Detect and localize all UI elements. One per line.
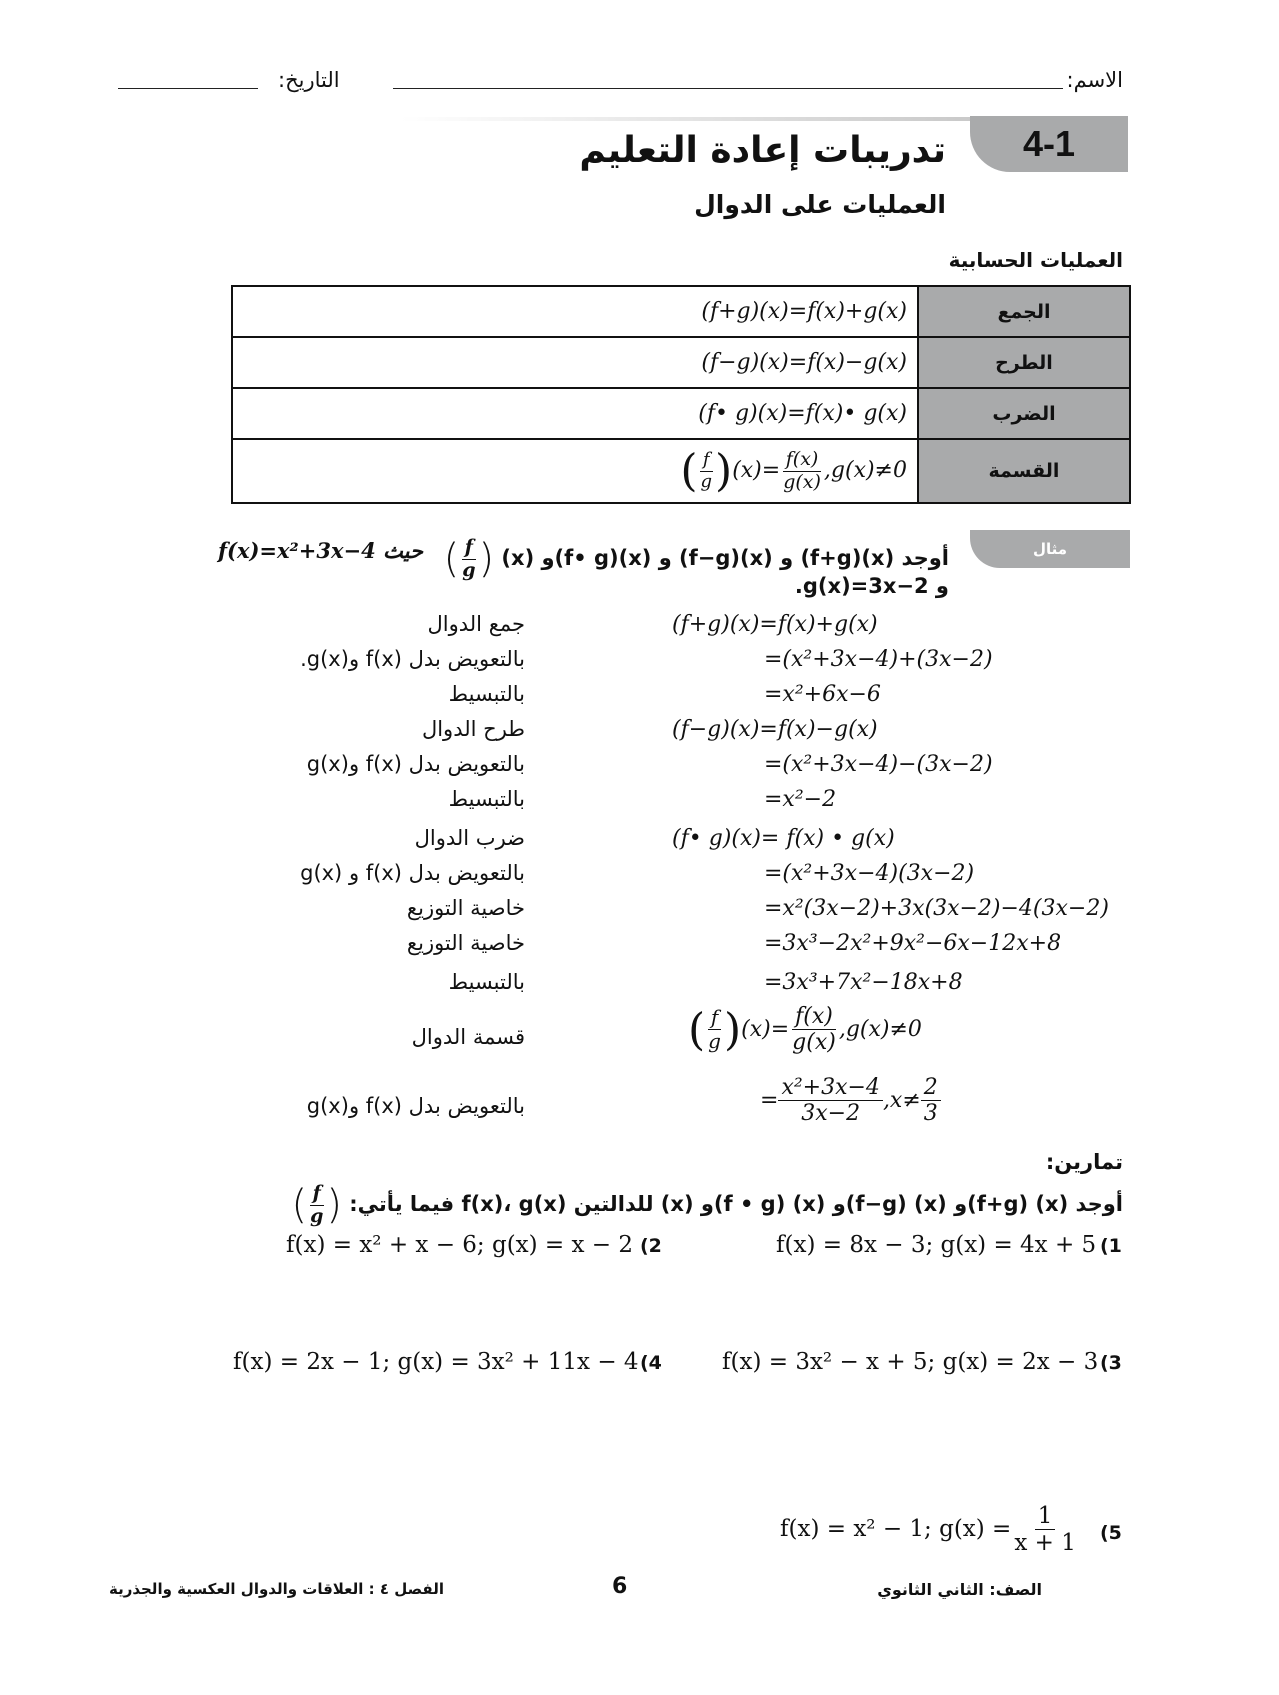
section-title: العمليات الحسابية: [948, 248, 1123, 272]
exercise-number: (2: [640, 1235, 662, 1257]
step-math-quotient: ( $\frac{f}{g}$ )(x)= $\frac{f(x)}{g(x)}$ ,g(x)≠0: [688, 1004, 922, 1056]
step-label: جمع الدوال: [427, 612, 525, 636]
table-row: [232, 337, 1130, 388]
page-subtitle: العمليات على الدوال: [694, 190, 946, 219]
step-label: بالتبسيط: [448, 970, 525, 994]
exercise-1: f(x) = 8x − 3; g(x) = 4x + 5: [776, 1232, 1097, 1258]
table-row: [232, 439, 1130, 503]
step-math: (f• g)(x)= f(x) • g(x): [672, 826, 895, 851]
name-label: الاسم:: [1066, 68, 1123, 92]
step-math: =x²−2: [764, 787, 837, 812]
page-title: تدريبات إعادة التعليم: [579, 130, 946, 171]
step-label: بالتبسيط: [448, 787, 525, 811]
formula-sum: (f+g)(x)=f(x)+g(x): [701, 299, 907, 324]
table-row: [232, 286, 1130, 337]
exercise-number: (1: [1100, 1235, 1122, 1257]
exercise-4: f(x) = 2x − 1; g(x) = 3x² + 11x − 4: [233, 1349, 639, 1375]
date-line: [118, 88, 258, 89]
label-sum: الجمع: [918, 286, 1130, 337]
step-math: (f−g)(x)=f(x)−g(x): [672, 717, 878, 742]
formula-diff: (f−g)(x)=f(x)−g(x): [701, 350, 907, 375]
example-given: حيث f(x)=x²+3x−4: [218, 538, 423, 563]
example-tab: مثال: [970, 530, 1130, 568]
exercise-number: (3: [1100, 1352, 1122, 1374]
step-label: خاصية التوزيع: [406, 896, 525, 920]
formula-prod: (f• g)(x)=f(x)• g(x): [698, 401, 907, 426]
operations-table: [231, 285, 1131, 504]
label-quot: القسمة: [918, 439, 1130, 503]
exercises-title: تمارين:: [1045, 1150, 1123, 1174]
step-math: =(x²+3x−4)(3x−2): [764, 861, 975, 886]
formula-quot: ( $\frac{f}{g}$ )(x)= $\frac{f(x)}{g(x)}$ ,g(x)≠0: [680, 445, 907, 497]
step-label: بالتعويض بدل f(x) وg(x): [306, 752, 525, 776]
step-math: =3x³+7x²−18x+8: [764, 970, 963, 995]
footer-chapter: الفصل ٤ : العلاقات والدوال العكسية والجذرية: [108, 1580, 444, 1598]
footer-grade: الصف: الثاني الثانوي: [877, 1580, 1042, 1599]
lesson-number: 4-1: [970, 116, 1128, 172]
step-math: =3x³−2x²+9x²−6x−12x+8: [764, 931, 1062, 956]
table-row: [232, 388, 1130, 439]
step-label: قسمة الدوال: [411, 1025, 525, 1049]
step-label: بالتبسيط: [448, 682, 525, 706]
footer-page-number: 6: [612, 1574, 628, 1599]
step-math: =(x²+3x−4)−(3x−2): [764, 752, 993, 777]
step-label: بالتعويض بدل f(x) و g(x): [300, 861, 525, 885]
label-prod: الضرب: [918, 388, 1130, 439]
exercise-number: (5: [1100, 1522, 1122, 1544]
example-line1: أوجد (x)(f+g) و (x)(f−g) و (x)(f• g)و (x) ( $\frac{f}{g}$ ): [443, 535, 949, 582]
step-math-substituted: = $\frac{\text{x²+3x−4}}{3x-2}$ ,x≠ $\frac{2}{3}$: [760, 1075, 941, 1127]
step-label: بالتعويض بدل f(x) وg(x).: [300, 647, 525, 671]
step-math: =x²(3x−2)+3x(3x−2)−4(3x−2): [764, 896, 1109, 921]
step-math: =(x²+3x−4)+(3x−2): [764, 647, 993, 672]
exercise-2: f(x) = x² + x − 6; g(x) = x − 2: [286, 1232, 633, 1258]
exercise-3: f(x) = 3x² − x + 5; g(x) = 2x − 3: [722, 1349, 1099, 1375]
step-label: طرح الدوال: [421, 717, 525, 741]
example-line2: و g(x)=3x−2.: [794, 574, 949, 598]
name-line: [393, 88, 1063, 89]
step-label: ضرب الدوال: [414, 826, 525, 850]
step-math: (f+g)(x)=f(x)+g(x): [672, 612, 878, 637]
exercise-5: f(x) = x² − 1; g(x) = $\frac{1}{x + 1}$: [780, 1503, 1076, 1557]
exercises-instruction: أوجد (x) (f+g)و (x) (f−g)و (x) (f • g)و (x) للدالتين f(x)، g(x) فيما يأتي: ( $\frac{f}{g}$ ): [291, 1181, 1123, 1228]
step-label: خاصية التوزيع: [406, 931, 525, 955]
step-label: بالتعويض بدل f(x) وg(x): [306, 1094, 525, 1118]
date-label: التاريخ:: [278, 68, 340, 92]
label-diff: الطرح: [918, 337, 1130, 388]
exercise-number: (4: [640, 1352, 662, 1374]
step-math: =x²+6x−6: [764, 682, 881, 707]
